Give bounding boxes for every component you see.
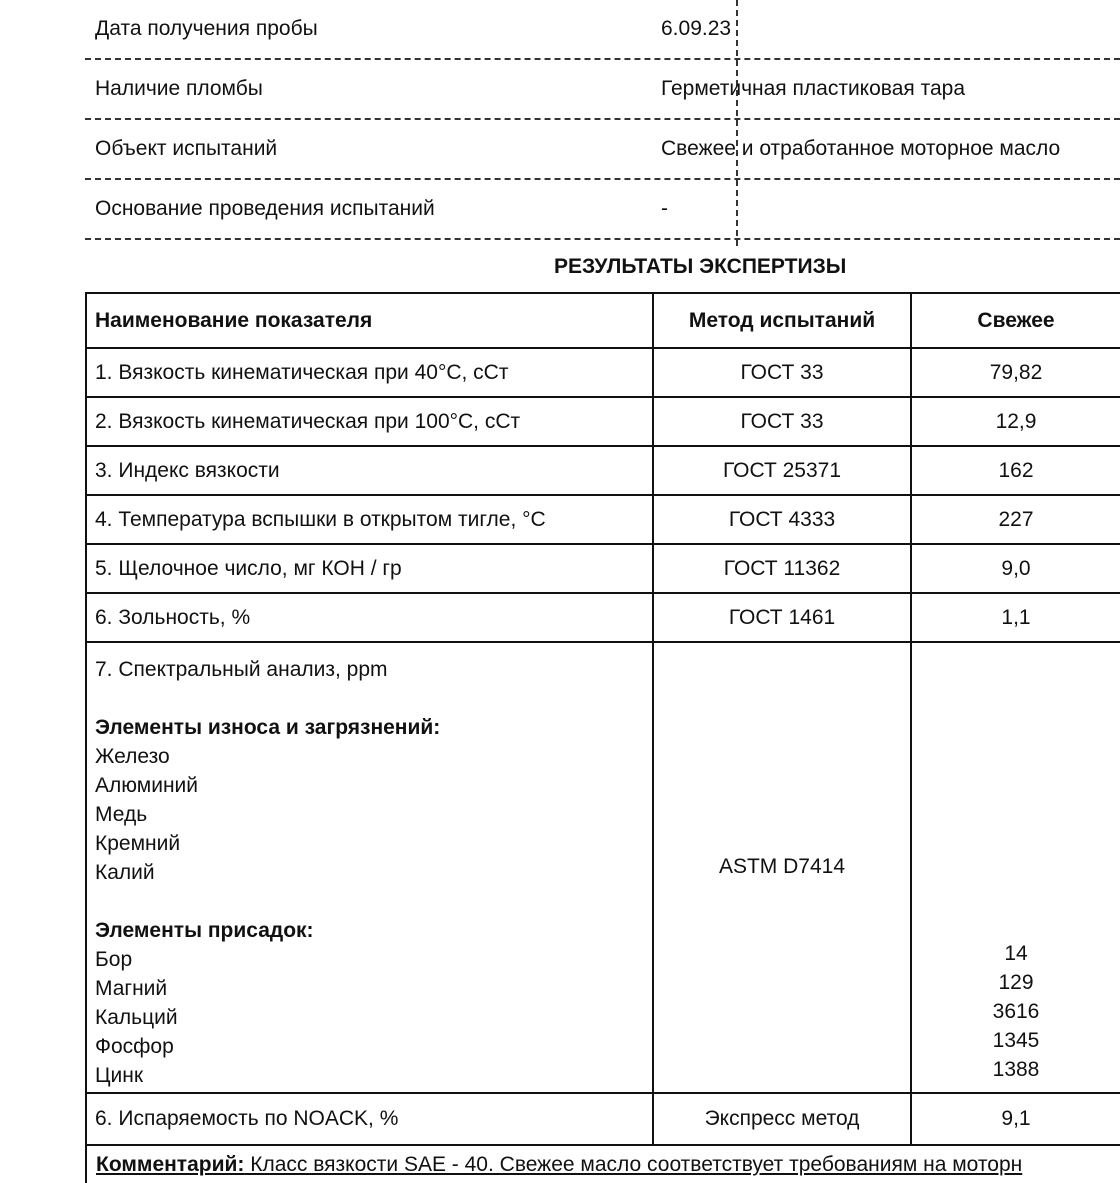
row-name: 3. Индекс вязкости	[86, 446, 653, 495]
row-name: 4. Температура вспышки в открытом тигле, °С	[86, 495, 653, 544]
sample-info-table	[85, 0, 1120, 240]
wear-element: Кремний	[95, 832, 181, 855]
additive-value: 1345	[992, 1029, 1040, 1052]
info-value: Герметичная пластиковая тара	[661, 77, 965, 100]
info-label: Основание проведения испытаний	[95, 197, 435, 220]
row-fresh-value: 9,1	[911, 1093, 1120, 1145]
comment-line	[85, 1143, 1120, 1183]
results-heading-text: РЕЗУЛЬТАТЫ ЭКСПЕРТИЗЫ	[554, 255, 847, 278]
additive-value: 3616	[992, 1000, 1040, 1023]
wear-element: Медь	[95, 803, 148, 826]
info-row-basis	[85, 180, 1120, 240]
additive-element: Кальций	[95, 1006, 178, 1029]
wear-elements-heading: Элементы износа и загрязнений:	[95, 716, 441, 739]
row-method: ГОСТ 33	[653, 348, 911, 397]
results-table	[85, 292, 1120, 1146]
table-row	[86, 1093, 1120, 1145]
table-row	[86, 593, 1120, 642]
additive-value: 129	[998, 971, 1034, 994]
additive-value: 14	[1004, 942, 1028, 965]
wear-element: Железо	[95, 745, 170, 768]
table-row	[86, 446, 1120, 495]
row-fresh-value: 227	[911, 495, 1120, 544]
row-fresh-value: 9,0	[911, 544, 1120, 593]
results-header-row	[86, 293, 1120, 348]
row-fresh-value: 12,9	[911, 397, 1120, 446]
info-label: Наличие пломбы	[95, 77, 263, 100]
table-row	[86, 348, 1120, 397]
row-name: 1. Вязкость кинематическая при 40°С, сСт	[86, 348, 653, 397]
table-row	[86, 397, 1120, 446]
info-row-date	[85, 0, 1120, 60]
spectral-row	[86, 642, 1120, 1093]
row-name: 6. Испаряемость по NOACK, %	[86, 1093, 653, 1145]
additive-element: Магний	[95, 977, 168, 1000]
info-label: Объект испытаний	[95, 137, 278, 160]
additive-elements-heading: Элементы присадок:	[95, 919, 314, 942]
additive-element: Бор	[95, 948, 133, 971]
row-fresh-value: 162	[911, 446, 1120, 495]
row-method: Экспресс метод	[653, 1093, 911, 1145]
additive-values	[912, 939, 1120, 1084]
additive-element: Цинк	[95, 1064, 144, 1087]
spectral-name-cell	[86, 642, 653, 1093]
info-value: 6.09.23	[661, 17, 732, 40]
spectral-method-cell	[653, 642, 911, 1093]
additive-element: Фосфор	[95, 1035, 174, 1058]
row-fresh-value: 1,1	[911, 593, 1120, 642]
row-name: 2. Вязкость кинематическая при 100°С, сСт	[86, 397, 653, 446]
row-method: ГОСТ 25371	[653, 446, 911, 495]
table-row	[86, 495, 1120, 544]
info-row-object	[85, 120, 1120, 180]
additive-value: 1388	[992, 1058, 1040, 1081]
spectral-method: ASTM D7414	[718, 855, 846, 878]
wear-element: Алюминий	[95, 774, 199, 797]
wear-element: Калий	[95, 861, 155, 884]
row-name: 5. Щелочное число, мг КОН / гр	[86, 544, 653, 593]
header-name: Наименование показателя	[86, 293, 653, 348]
header-fresh: Свежее	[911, 293, 1120, 348]
spectral-fresh-cell	[911, 642, 1120, 1093]
info-row-seal	[85, 60, 1120, 120]
info-label: Дата получения пробы	[95, 17, 318, 40]
row-method: ГОСТ 4333	[653, 495, 911, 544]
row-name: 6. Зольность, %	[86, 593, 653, 642]
spectral-title: 7. Спектральный анализ, ppm	[95, 658, 388, 681]
header-method: Метод испытаний	[653, 293, 911, 348]
table-row	[86, 544, 1120, 593]
comment-label: Комментарий:	[96, 1153, 245, 1176]
comment-text: Класс вязкости SAE - 40. Свежее масло соответствует требованиям на моторн	[244, 1153, 1023, 1176]
row-method: ГОСТ 1461	[653, 593, 911, 642]
row-fresh-value: 79,82	[911, 348, 1120, 397]
row-method: ГОСТ 33	[653, 397, 911, 446]
info-value: -	[661, 197, 668, 220]
info-value: Свежее и отработанное моторное масло	[661, 137, 1061, 160]
row-method: ГОСТ 11362	[653, 544, 911, 593]
